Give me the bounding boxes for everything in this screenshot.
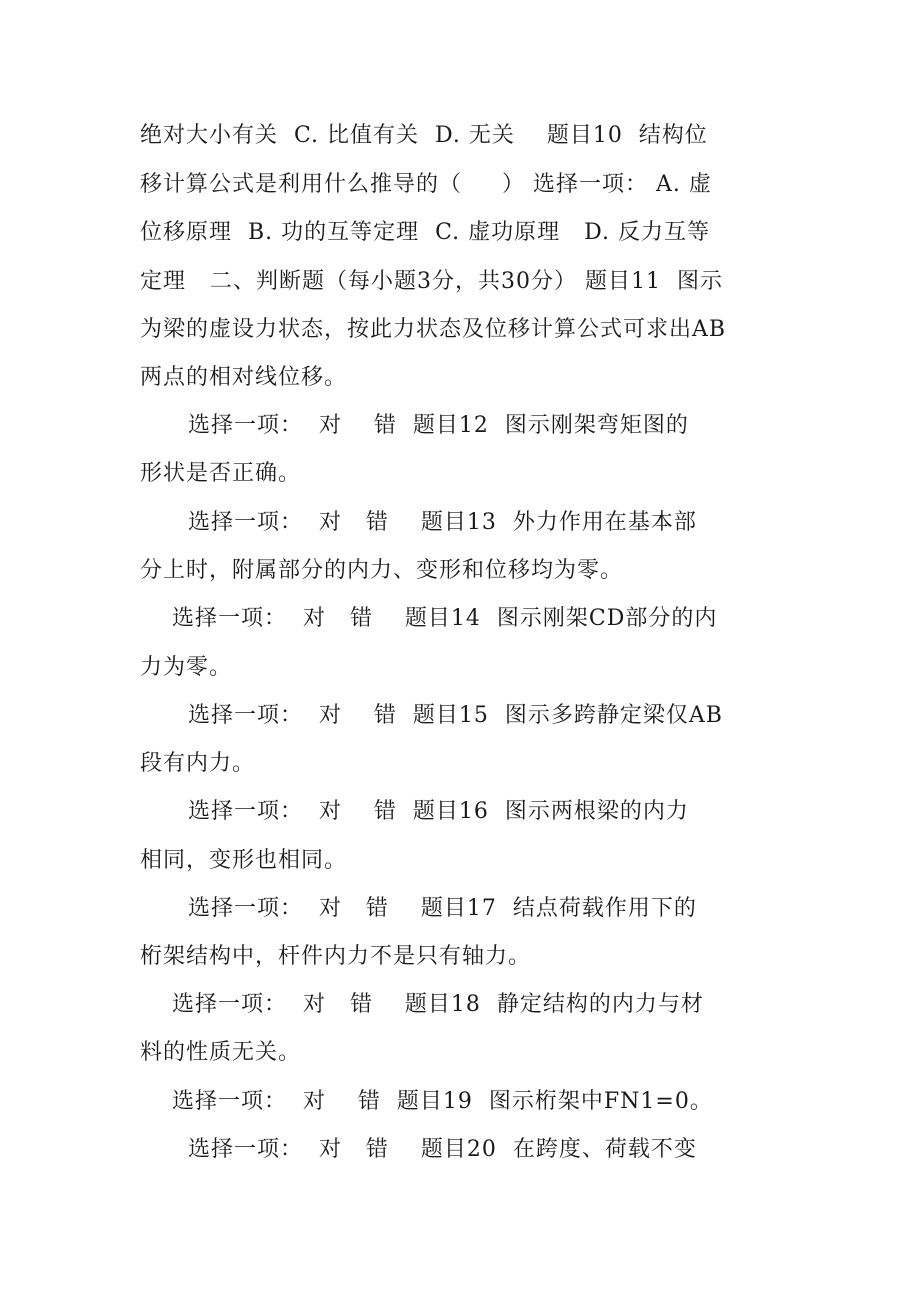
text-line-15: 选择一项： 对 错 题目16 图示两根梁的内力 [140, 799, 689, 824]
text-line-14: 段有内力。 [140, 751, 256, 776]
text-line-21: 选择一项： 对 错 题目19 图示桁架中FN1=0。 [140, 1089, 713, 1114]
text-line-17: 选择一项： 对 错 题目17 结点荷载作用下的 [140, 896, 697, 921]
text-line-9: 选择一项： 对 错 题目13 外力作用在基本部 [140, 510, 697, 535]
text-line-4: 定理 二、判断题（每小题3分，共30分） 题目11 图示 [140, 269, 723, 294]
text-line-22: 选择一项： 对 错 题目20 在跨度、荷载不变 [140, 1137, 697, 1162]
text-line-2: 移计算公式是利用什么推导的（ ） 选择一项： A. 虚 [140, 172, 712, 197]
text-line-6: 两点的相对线位移。 [140, 365, 348, 390]
text-line-3: 位移原理 B. 功的互等定理 C. 虚功原理 D. 反力互等 [140, 220, 710, 245]
text-line-10: 分上时，附属部分的内力、变形和位移均为零。 [140, 558, 624, 583]
text-line-16: 相同，变形也相同。 [140, 848, 348, 873]
text-line-13: 选择一项： 对 错 题目15 图示多跨静定梁仅AB [140, 703, 723, 728]
text-line-8: 形状是否正确。 [140, 461, 302, 486]
text-line-20: 料的性质无关。 [140, 1040, 302, 1065]
text-line-5: 为梁的虚设力状态，按此力状态及位移计算公式可求出AB [140, 317, 727, 342]
text-line-1: 绝对大小有关 C. 比值有关 D. 无关 题目10 结构位 [140, 123, 708, 148]
text-line-19: 选择一项： 对 错 题目18 静定结构的内力与材 [140, 992, 704, 1017]
text-line-11: 选择一项： 对 错 题目14 图示刚架CD部分的内 [140, 606, 718, 631]
text-line-18: 桁架结构中，杆件内力不是只有轴力。 [140, 944, 532, 969]
text-line-7: 选择一项： 对 错 题目12 图示刚架弯矩图的 [140, 413, 689, 438]
text-line-12: 力为零。 [140, 655, 233, 680]
